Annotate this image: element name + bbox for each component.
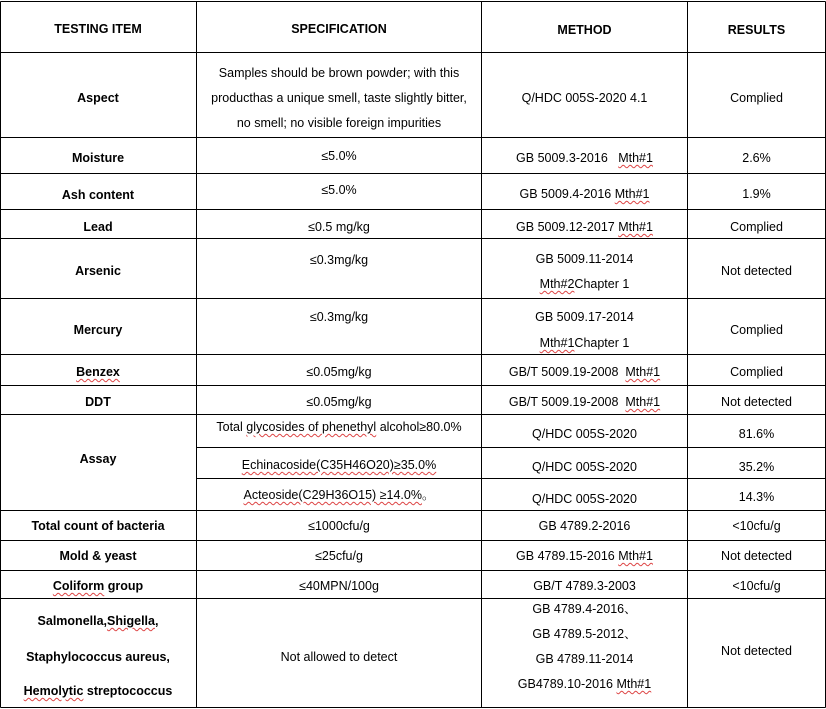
spec-lead: ≤0.5 mg/kg [308, 220, 370, 234]
spec-aspect-line1: Samples should be brown powder; with this [218, 66, 460, 80]
spec-assay-acteoside: Acteoside(C29H36O15) ≥14.0%。 [243, 488, 435, 502]
method-ddt: GB/T 5009.19-2008 Mth#1 [508, 395, 661, 409]
result-moisture: 2.6% [742, 151, 771, 165]
header-method: METHOD [557, 23, 612, 37]
item-coliform: Coliform group [52, 579, 144, 593]
item-bacteria: Total count of bacteria [31, 519, 165, 533]
item-arsenic: Arsenic [75, 264, 121, 278]
result-arsenic: Not detected [721, 264, 792, 278]
method-coliform: GB/T 4789.3-2003 [533, 579, 636, 593]
result-assay-acteoside: 14.3% [738, 490, 775, 504]
result-mercury: Complied [730, 323, 783, 337]
result-lead: Complied [730, 220, 783, 234]
spec-coliform: ≤40MPN/100g [299, 579, 379, 593]
method-benzex: GB/T 5009.19-2008 Mth#1 [508, 365, 661, 379]
method-mercury-line2: Mth#1Chapter 1 [539, 336, 630, 350]
spec-mercury: ≤0.3mg/kg [309, 310, 369, 324]
method-moisture: GB 5009.3-2016 Mth#1 [516, 151, 653, 165]
spec-arsenic: ≤0.3mg/kg [309, 253, 369, 267]
header-results: RESULTS [727, 23, 786, 37]
result-assay-phenethyl: 81.6% [738, 427, 775, 441]
result-aspect: Complied [730, 91, 783, 105]
result-bacteria: <10cfu/g [732, 519, 781, 533]
item-ddt: DDT [85, 395, 111, 409]
item-pathogens-line3: Hemolytic streptococcus [23, 684, 173, 698]
spec-aspect-line2: producthas a unique smell, taste slightly bitter, [211, 91, 467, 105]
result-ddt: Not detected [721, 395, 792, 409]
spec-assay-phenethyl: Total glycosides of phenethyl alcohol≥80.0% [216, 420, 462, 434]
item-aspect: Aspect [77, 91, 119, 105]
spec-assay-echinacoside: Echinacoside(C35H46O20)≥35.0% [241, 458, 437, 472]
item-mold-yeast: Mold & yeast [59, 549, 137, 563]
item-pathogens-line2: Staphylococcus aureus, [26, 650, 170, 664]
item-ash-content: Ash content [61, 188, 135, 202]
result-mold-yeast: Not detected [721, 549, 792, 563]
result-pathogens: Not detected [721, 644, 792, 658]
method-pathogens-line3: GB 4789.11-2014 [535, 652, 634, 666]
method-assay-echinacoside: Q/HDC 005S-2020 [532, 460, 637, 474]
spec-ddt: ≤0.05mg/kg [306, 395, 372, 409]
method-mercury-line1: GB 5009.17-2014 [535, 310, 634, 324]
method-pathogens-line1: GB 4789.4-2016、 [532, 602, 637, 616]
item-assay: Assay [79, 452, 117, 466]
item-pathogens-line1: Salmonella,Shigella, [37, 614, 159, 628]
spec-benzex: ≤0.05mg/kg [306, 365, 372, 379]
header-specification: SPECIFICATION [291, 22, 387, 36]
header-testing-item: TESTING ITEM [54, 22, 142, 36]
method-lead: GB 5009.12-2017 Mth#1 [516, 220, 653, 234]
result-ash-content: 1.9% [742, 187, 771, 201]
item-lead: Lead [83, 220, 113, 234]
method-pathogens-line2: GB 4789.5-2012、 [532, 627, 637, 641]
item-moisture: Moisture [71, 151, 125, 165]
method-mold-yeast: GB 4789.15-2016 Mth#1 [516, 549, 653, 563]
item-mercury: Mercury [73, 323, 123, 337]
method-pathogens-line4: GB4789.10-2016 Mth#1 [517, 677, 652, 691]
item-benzex: Benzex [76, 365, 120, 379]
result-assay-echinacoside: 35.2% [738, 460, 775, 474]
method-assay-phenethyl: Q/HDC 005S-2020 [532, 427, 637, 441]
result-benzex: Complied [730, 365, 783, 379]
method-aspect: Q/HDC 005S-2020 4.1 [521, 91, 648, 105]
result-coliform: <10cfu/g [732, 579, 781, 593]
spec-moisture: ≤5.0% [321, 149, 357, 163]
method-arsenic-line2: Mth#2Chapter 1 [539, 277, 630, 291]
method-arsenic-line1: GB 5009.11-2014 [535, 252, 634, 266]
spec-bacteria: ≤1000cfu/g [308, 519, 370, 533]
spec-ash-content: ≤5.0% [321, 183, 357, 197]
spec-pathogens: Not allowed to detect [280, 650, 398, 664]
spec-aspect-line3: no smell; no visible foreign impurities [236, 116, 442, 130]
method-bacteria: GB 4789.2-2016 [538, 519, 631, 533]
method-ash-content: GB 5009.4-2016 Mth#1 [519, 187, 650, 201]
spec-mold-yeast: ≤25cfu/g [315, 549, 363, 563]
method-assay-acteoside: Q/HDC 005S-2020 [532, 492, 637, 506]
